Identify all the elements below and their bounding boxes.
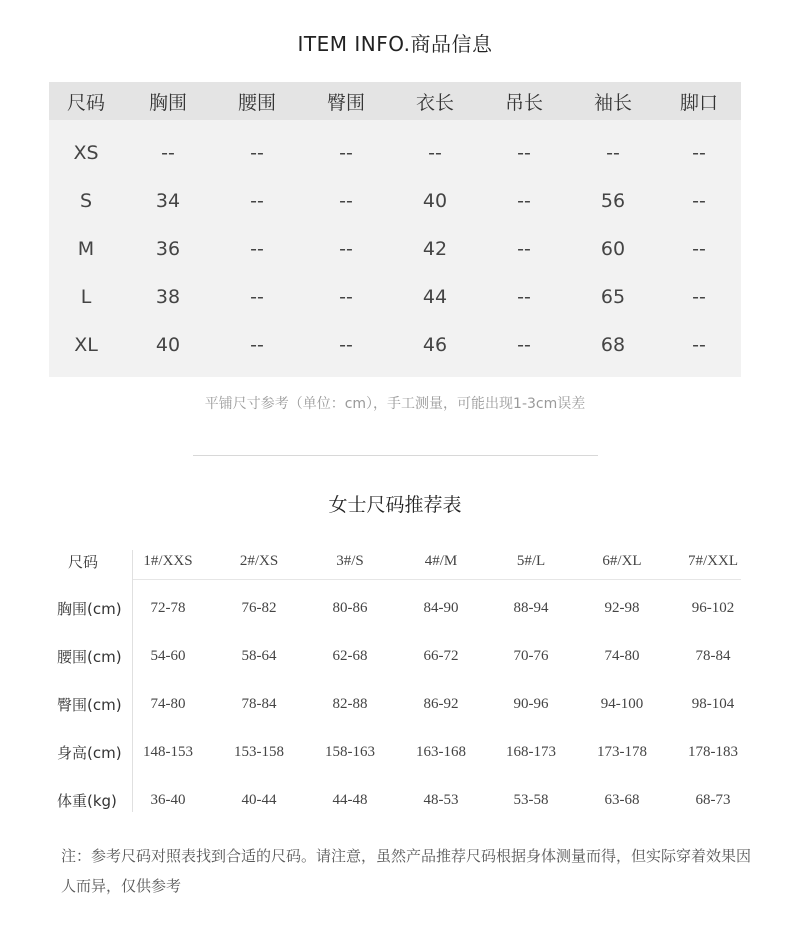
item-info-header-cell: 脚口 bbox=[679, 91, 718, 114]
size-guide-value-cell: 48-53 bbox=[423, 791, 459, 808]
size-guide-value-cell: 36-40 bbox=[150, 791, 186, 808]
size-guide-value-cell: 94-100 bbox=[600, 695, 644, 712]
section-divider bbox=[193, 455, 598, 456]
size-guide-size-header: 5#/L bbox=[516, 552, 546, 569]
size-guide-row-label: 身高(cm) bbox=[57, 743, 122, 762]
item-info-row bbox=[49, 225, 741, 273]
size-guide-row-label: 胸围(cm) bbox=[57, 599, 122, 618]
size-guide-value-cell: 163-168 bbox=[416, 743, 466, 760]
item-info-value-cell: -- bbox=[517, 190, 531, 212]
item-info-value-cell: 38 bbox=[155, 286, 181, 308]
size-guide-value-cell: 54-60 bbox=[150, 647, 186, 664]
size-guide-size-header: 1#/XXS bbox=[143, 552, 193, 569]
size-guide-value-cell: 76-82 bbox=[241, 599, 277, 616]
item-info-value-cell: 34 bbox=[155, 190, 181, 212]
size-guide-value-cell: 40-44 bbox=[241, 791, 277, 808]
item-info-value-cell: -- bbox=[517, 238, 531, 260]
size-guide-value-cell: 168-173 bbox=[506, 743, 556, 760]
size-guide-note: 注：参考尺码对照表找到合适的尺码。请注意，虽然产品推荐尺码根据身体测量而得，但实际穿着效果因人而异，仅供参考 bbox=[61, 847, 752, 895]
item-info-body bbox=[49, 120, 741, 369]
item-info-header-cell: 胸围 bbox=[148, 91, 187, 114]
size-guide-value-cell: 74-80 bbox=[150, 695, 186, 712]
item-info-row bbox=[49, 321, 741, 369]
size-guide-value-cell: 62-68 bbox=[332, 647, 368, 664]
item-info-header-cell: 衣长 bbox=[415, 91, 454, 114]
item-info-value-cell: 36 bbox=[155, 238, 181, 260]
size-guide-value-cell: 158-163 bbox=[325, 743, 375, 760]
item-info-value-cell: -- bbox=[692, 238, 706, 260]
item-info-value-cell: 42 bbox=[422, 238, 448, 260]
item-info-value-cell: -- bbox=[692, 142, 706, 164]
size-guide-value-cell: 78-84 bbox=[241, 695, 277, 712]
size-guide-value-cell: 58-64 bbox=[241, 647, 277, 664]
size-guide-value-cell: 78-84 bbox=[695, 647, 731, 664]
item-info-row bbox=[49, 273, 741, 321]
size-guide-size-header: 6#/XL bbox=[602, 552, 642, 569]
item-info-value-cell: -- bbox=[250, 142, 264, 164]
item-info-value-cell: -- bbox=[250, 238, 264, 260]
size-guide-value-cell: 53-58 bbox=[513, 791, 549, 808]
size-guide-value-cell: 173-178 bbox=[597, 743, 647, 760]
item-info-value-cell: -- bbox=[250, 286, 264, 308]
size-guide-value-cell: 84-90 bbox=[423, 599, 459, 616]
size-guide-value-cell: 178-183 bbox=[688, 743, 738, 760]
item-info-value-cell: -- bbox=[428, 142, 442, 164]
item-info-value-cell: -- bbox=[339, 190, 353, 212]
item-info-value-cell: -- bbox=[517, 286, 531, 308]
size-guide-value-cell: 98-104 bbox=[691, 695, 735, 712]
item-info-value-cell: -- bbox=[692, 190, 706, 212]
item-info-value-cell: -- bbox=[339, 286, 353, 308]
item-info-header-row bbox=[49, 82, 741, 120]
size-guide-value-cell: 82-88 bbox=[332, 695, 368, 712]
size-guide-value-cell: 66-72 bbox=[423, 647, 459, 664]
size-guide-row-label: 臀围(cm) bbox=[57, 695, 122, 714]
item-info-title: ITEM INFO.商品信息 bbox=[297, 32, 493, 56]
size-guide-value-cell: 92-98 bbox=[604, 599, 640, 616]
item-info-value-cell: -- bbox=[606, 142, 620, 164]
item-info-value-cell: -- bbox=[692, 334, 706, 356]
size-guide-row bbox=[0, 732, 790, 772]
size-guide-row bbox=[0, 780, 790, 820]
size-guide-size-header: 7#/XXL bbox=[688, 552, 738, 569]
size-guide-row bbox=[0, 588, 790, 628]
item-info-value-cell: -- bbox=[517, 142, 531, 164]
size-guide-size-header: 2#/XS bbox=[239, 552, 279, 569]
size-guide-size-header: 4#/M bbox=[424, 552, 458, 569]
item-info-header-cell: 腰围 bbox=[237, 91, 276, 114]
item-info-size-cell: XL bbox=[74, 334, 98, 356]
item-info-value-cell: -- bbox=[339, 334, 353, 356]
item-info-size-cell: S bbox=[79, 190, 93, 212]
size-guide-corner-label: 尺码 bbox=[68, 552, 99, 571]
item-info-value-cell: -- bbox=[250, 334, 264, 356]
item-info-value-cell: 68 bbox=[600, 334, 626, 356]
item-info-row bbox=[49, 177, 741, 225]
item-info-size-cell: XS bbox=[73, 142, 99, 164]
size-guide-value-cell: 68-73 bbox=[695, 791, 731, 808]
size-guide-value-cell: 148-153 bbox=[143, 743, 193, 760]
size-guide-value-cell: 63-68 bbox=[604, 791, 640, 808]
item-info-header-cell: 臀围 bbox=[326, 91, 365, 114]
item-info-value-cell: -- bbox=[517, 334, 531, 356]
item-info-value-cell: 65 bbox=[600, 286, 626, 308]
item-info-value-cell: -- bbox=[250, 190, 264, 212]
item-info-header-cell: 袖长 bbox=[593, 91, 632, 114]
item-info-size-cell: L bbox=[80, 286, 92, 308]
item-info-value-cell: 40 bbox=[422, 190, 448, 212]
size-guide-title: 女士尺码推荐表 bbox=[328, 494, 462, 516]
size-guide-value-cell: 44-48 bbox=[332, 791, 368, 808]
size-guide-value-cell: 88-94 bbox=[513, 599, 549, 616]
size-guide-value-cell: 86-92 bbox=[423, 695, 459, 712]
item-info-size-cell: M bbox=[77, 238, 95, 260]
measurement-note: 平铺尺寸参考（单位：cm），手工测量，可能出现1-3cm误差 bbox=[204, 396, 586, 412]
size-guide-value-cell: 96-102 bbox=[691, 599, 735, 616]
size-guide-value-cell: 153-158 bbox=[234, 743, 284, 760]
size-guide-row bbox=[0, 636, 790, 676]
item-info-table bbox=[49, 82, 741, 377]
item-info-value-cell: 60 bbox=[600, 238, 626, 260]
size-guide-header-row bbox=[0, 541, 790, 581]
size-guide-size-header: 3#/S bbox=[336, 552, 364, 569]
item-info-value-cell: -- bbox=[339, 142, 353, 164]
size-guide-value-cell: 74-80 bbox=[604, 647, 640, 664]
size-guide-row-label: 腰围(cm) bbox=[57, 647, 122, 666]
item-info-value-cell: -- bbox=[161, 142, 175, 164]
size-guide-row bbox=[0, 684, 790, 724]
size-guide-value-cell: 80-86 bbox=[332, 599, 368, 616]
size-guide-value-cell: 90-96 bbox=[513, 695, 549, 712]
size-guide-row-label: 体重(kg) bbox=[57, 791, 117, 810]
size-guide-value-cell: 72-78 bbox=[150, 599, 186, 616]
item-info-row bbox=[49, 129, 741, 177]
item-info-value-cell: 56 bbox=[600, 190, 626, 212]
item-info-value-cell: 46 bbox=[422, 334, 448, 356]
item-info-value-cell: 40 bbox=[155, 334, 181, 356]
item-info-header-cell: 吊长 bbox=[504, 91, 543, 114]
item-info-header-cell: 尺码 bbox=[66, 91, 105, 114]
item-info-value-cell: 44 bbox=[422, 286, 448, 308]
item-info-value-cell: -- bbox=[339, 238, 353, 260]
item-info-value-cell: -- bbox=[692, 286, 706, 308]
size-guide-value-cell: 70-76 bbox=[513, 647, 549, 664]
